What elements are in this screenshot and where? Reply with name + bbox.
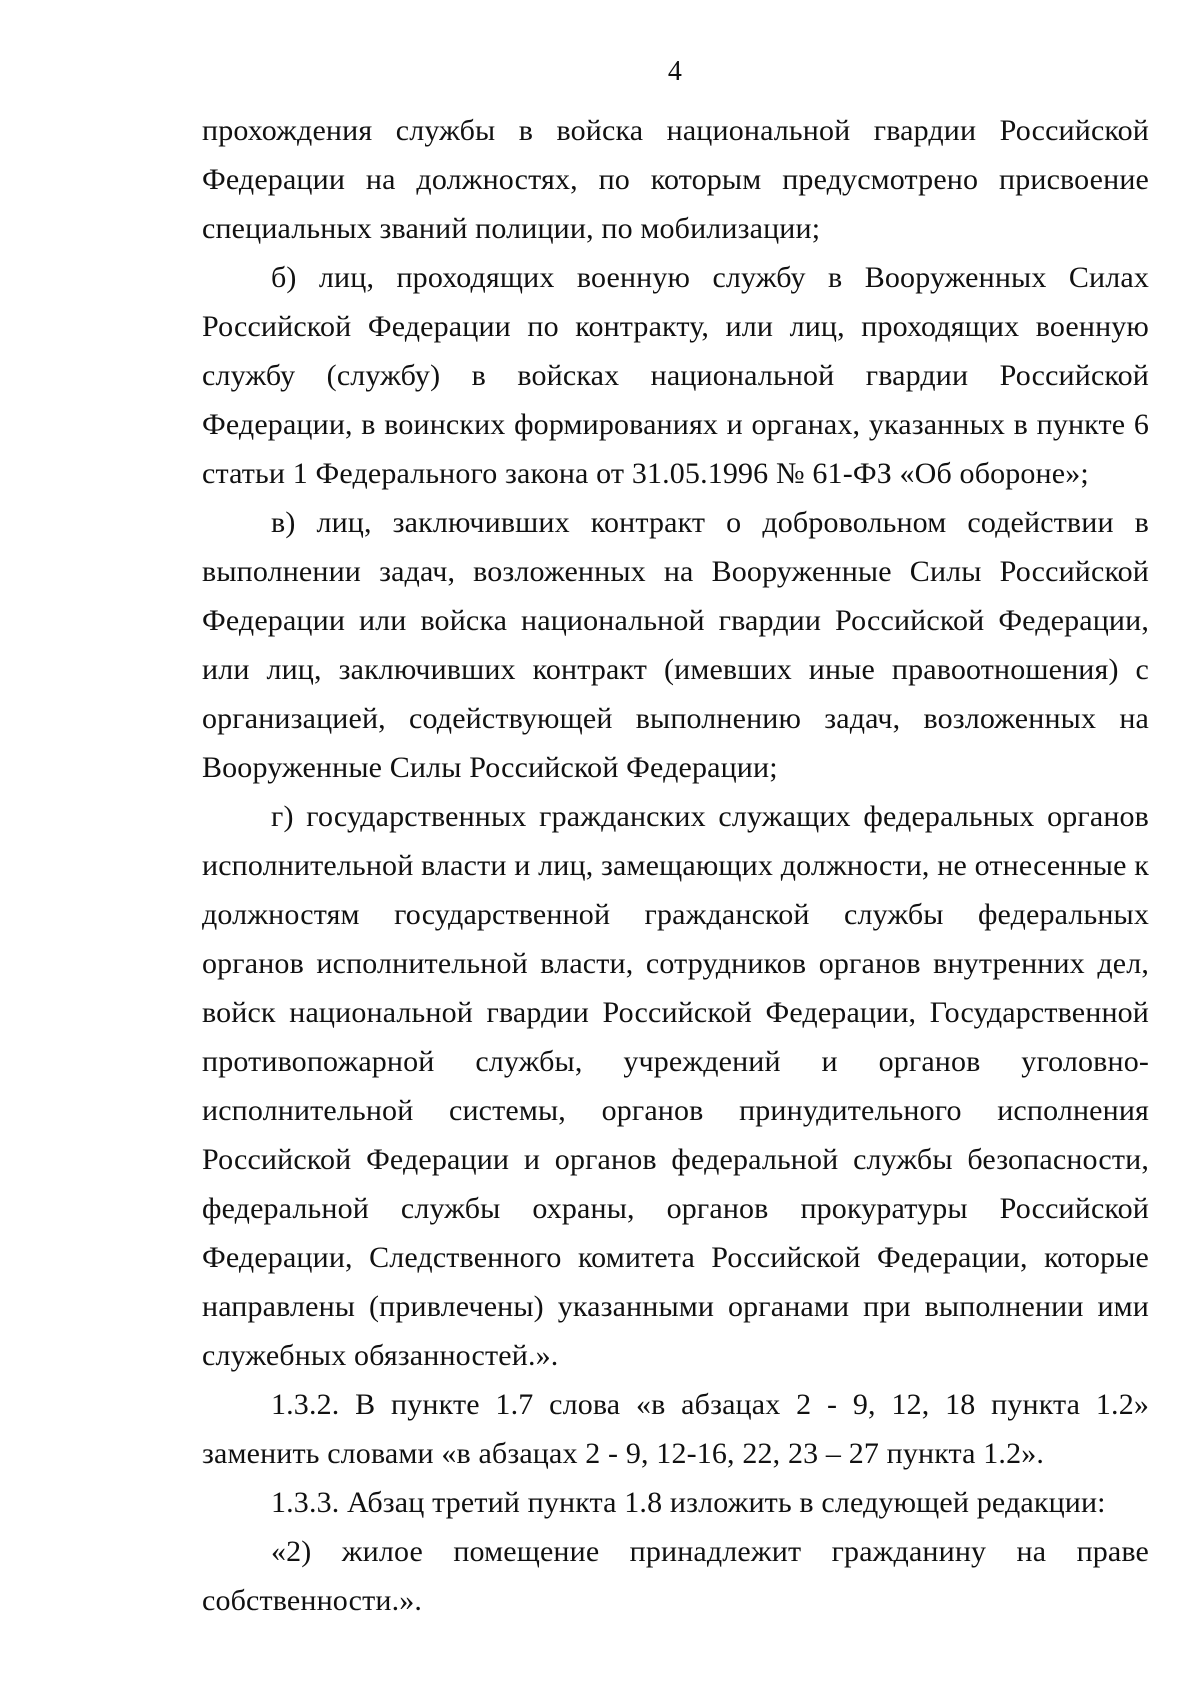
paragraph-1-3-2: 1.3.2. В пункте 1.7 слова «в абзацах 2 - 9, 12, 18 пункта 1.2» заменить словами «в абзацах 2 - 9, 12-16, 22, 23 – 27 пункта 1.2». — [202, 1388, 1149, 1470]
paragraph-item-v: в) лиц, заключивших контракт о добровольном содействии в выполнении задач, возложенных на Вооруженные Силы Российской Федерации или войска национальной гвардии Российской Федерации, или лиц, заключивших контракт (имевших иные правоотношения) с организацией, содействующей выполнению задач, возложенных на Вооруженные Силы Российской Федерации; — [202, 506, 1149, 784]
paragraph-quote-2: «2) жилое помещение принадлежит гражданину на праве собственности.». — [202, 1535, 1149, 1617]
paragraph-item-g: г) государственных гражданских служащих федеральных органов исполнительной власти и лиц, замещающих должности, не отнесенные к должностям государственной гражданской службы федеральных органов исполнительной власти, сотрудников органов внутренних дел, войск национальной гвардии Российской Федерации, Государственной противопожарной службы, учреждений и органов уголовно-исполнительной системы, органов принудительного исполнения Российской Федерации и органов федеральной службы безопасности, федеральной службы охраны, органов прокуратуры Российской Федерации, Следственного комитета Российской Федерации, которые направлены (привлечены) указанными органами при выполнении ими служебных обязанностей.». — [202, 800, 1149, 1372]
paragraph-continuation: прохождения службы в войска национальной гвардии Российской Федерации на должностях, по которым предусмотрено присвоение специальных званий полиции, по мобилизации; — [202, 114, 1149, 245]
page-number: 4 — [667, 56, 683, 87]
paragraph-item-b: б) лиц, проходящих военную службу в Вооруженных Силах Российской Федерации по контракту, или лиц, проходящих военную службу (службу) в войсках национальной гвардии Российской Федерации, в воинских формированиях и органах, указанных в пункте 6 статьи 1 Федерального закона от 31.05.1996 № 61-ФЗ «Об обороне»; — [202, 261, 1149, 490]
paragraph-1-3-3: 1.3.3. Абзац третий пункта 1.8 изложить в следующей редакции: — [271, 1486, 1106, 1519]
document-body — [202, 106, 1149, 1625]
